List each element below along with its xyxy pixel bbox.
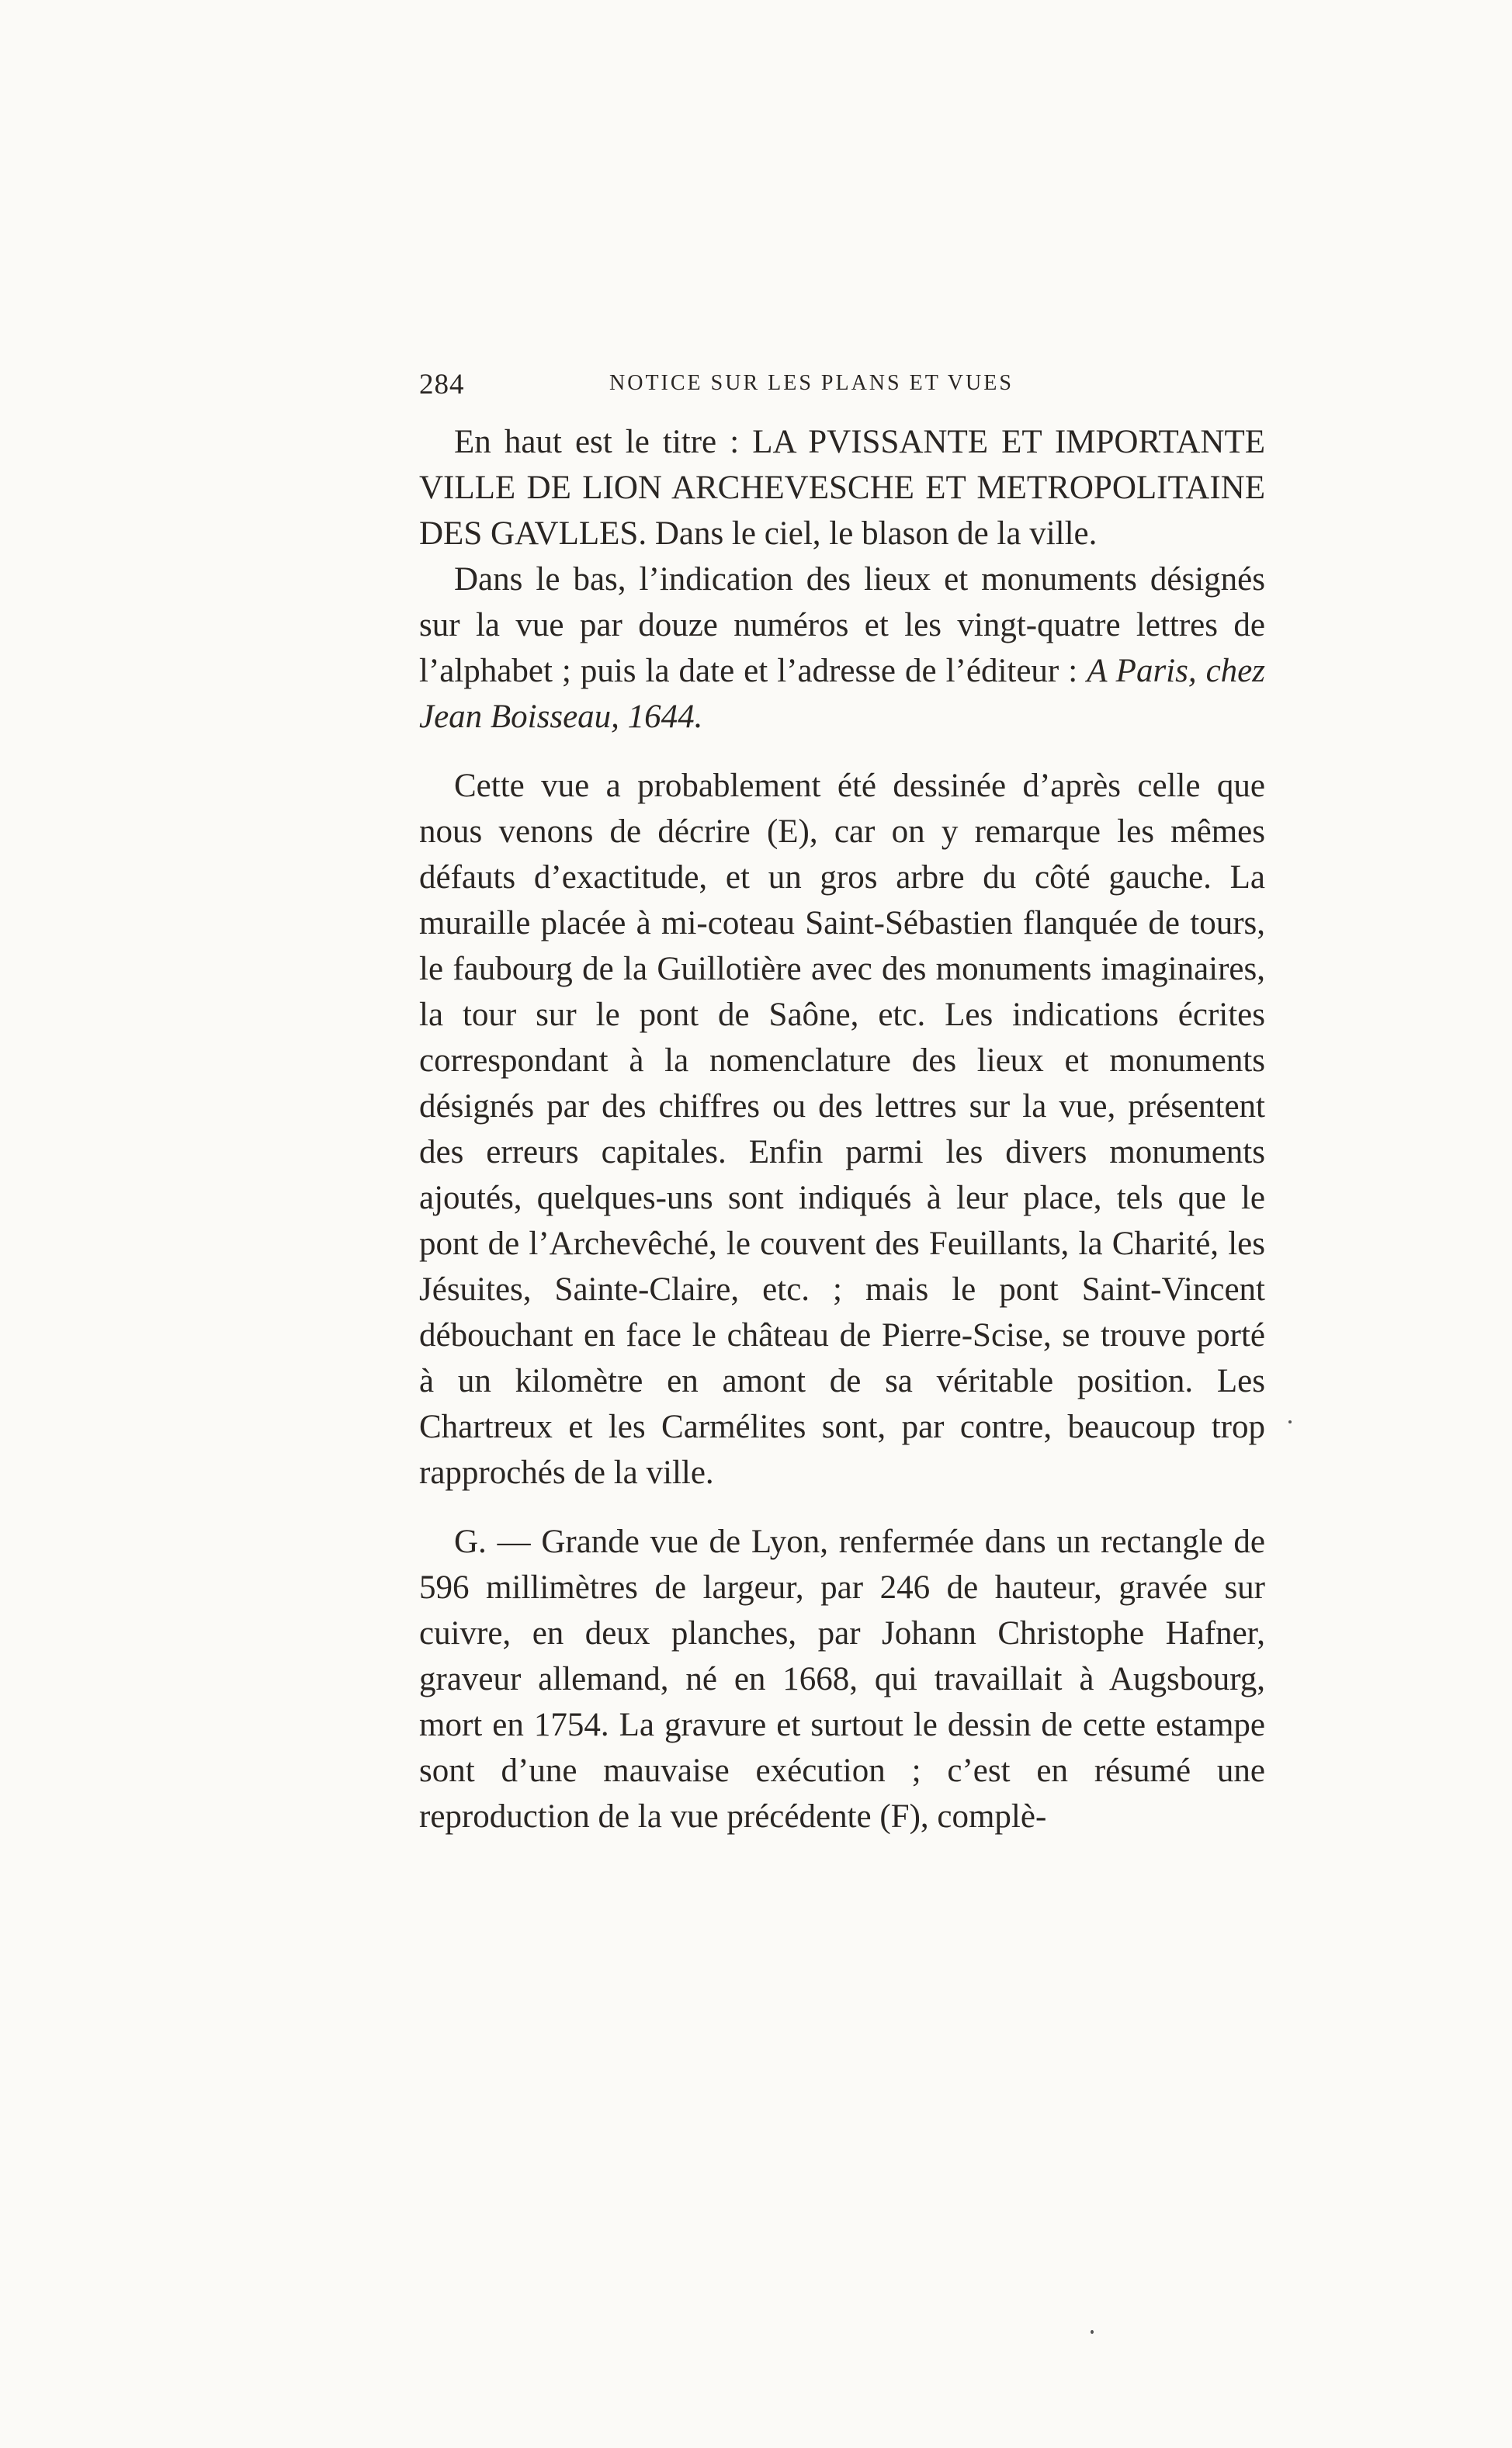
body-text — [419, 419, 1265, 1839]
page-number: 284 — [419, 369, 465, 400]
running-title: NOTICE SUR LES PLANS ET VUES — [609, 371, 1014, 395]
running-head — [419, 368, 1265, 407]
paragraph-legend-description — [419, 557, 1265, 740]
paragraph-title-description: En haut est le titre : LA PVISSANTE ET IMPORTANTE VILLE DE LION ARCHEVESCHE ET METROPOLITAINE DES GAVLLES. Dans le ciel, le blason de la ville. — [419, 424, 1265, 552]
paragraph-view-analysis: Cette vue a probablement été dessinée d’après celle que nous venons de décrire (E), car on y remarque les mêmes défauts d’exactitude, et un gros arbre du côté gauche. La muraille placée à mi-coteau Saint-Sébastien flanquée de tours, le faubourg de la Guillotière avec des monuments imaginaires, la tour sur le pont de Saône, etc. Les indications écrites correspondant à la nomenclature des lieux et monuments désignés par des chiffres ou des lettres sur la vue, présentent des erreurs capitales. Enfin parmi les divers monuments ajoutés, quelques-uns sont indiqués à leur place, tels que le pont de l’Archevêché, le couvent des Feuillants, la Charité, les Jésuites, Sainte-Claire, etc. ; mais le pont Saint-Vincent débouchant en face le château de Pierre-Scise, se trouve porté à un kilomètre en amont de sa véritable position. Les Chartreux et les Carmélites sont, par contre, beaucoup trop rapprochés de la ville. — [419, 768, 1265, 1491]
publisher-address: A Paris, chez Jean Boisseau, 1644. — [419, 653, 1266, 735]
legend-text: Dans le bas, l’indication des lieux et monuments désignés sur la vue par douze numéros et les vingt-quatre lettres de l’alphabet ; puis la date et l’adresse de l’éditeur : — [419, 561, 1265, 689]
paragraph-entry-g: G. — Grande vue de Lyon, renfermée dans un rectangle de 596 millimètres de largeur, par 246 de hauteur, gravée sur cuivre, en deux planches, par Johann Christophe Hafner, graveur allemand, né en 1668, qui travaillait à Augsbourg, mort en 1754. La gravure et surtout le dessin de cette estampe sont d’une mauvaise exécution ; c’est en résumé une reproduction de la vue précédente (F), complè- — [419, 1524, 1265, 1835]
ink-speck — [1091, 2330, 1094, 2334]
ink-speck — [1288, 1420, 1292, 1423]
